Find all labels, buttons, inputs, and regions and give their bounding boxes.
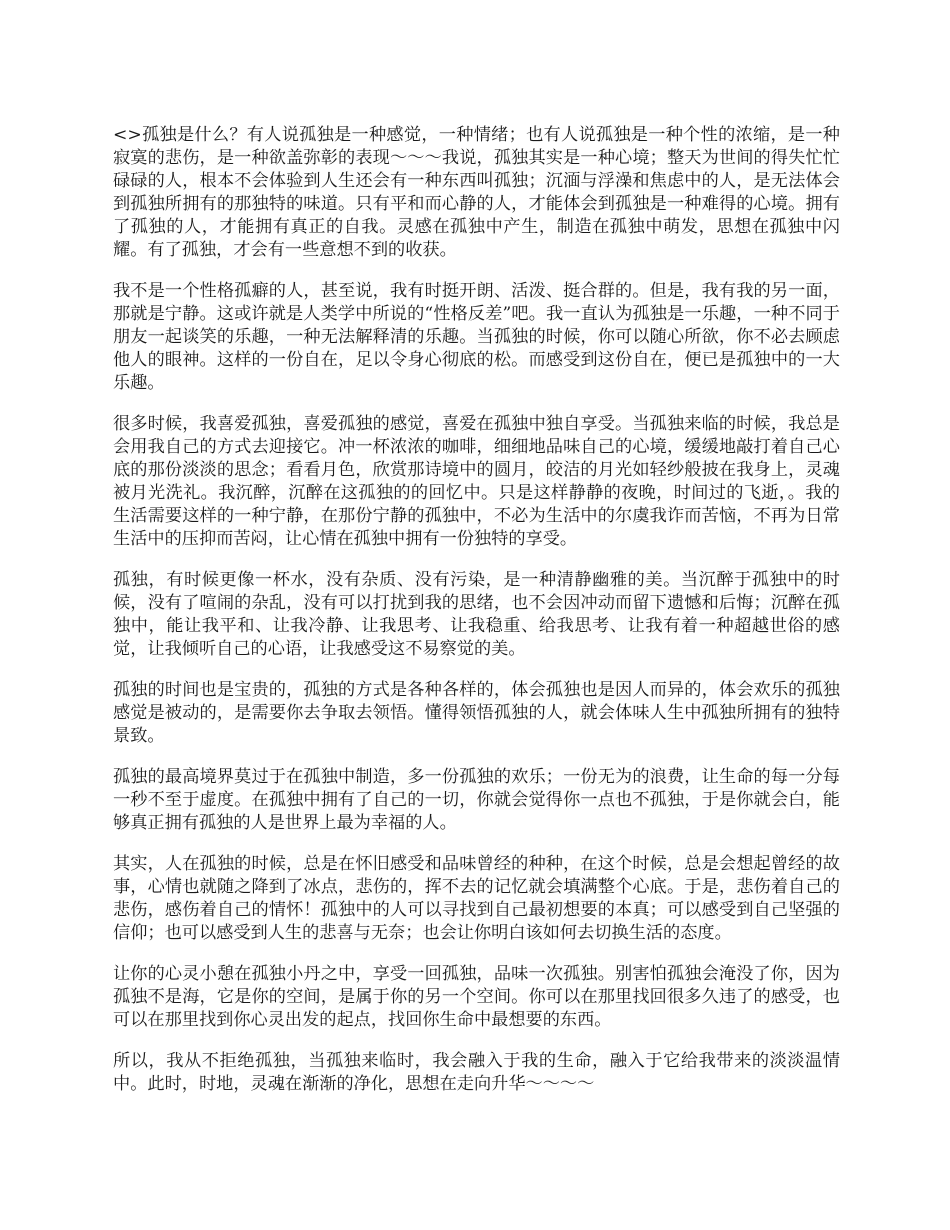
paragraph-9: 所以，我从不拒绝孤独，当孤独来临时，我会融入于我的生命，融入于它给我带来的淡淡温情中。此时，时地，灵魂在渐渐的净化，思想在走向升华～～～～ [113,1051,840,1094]
paragraph-1: <>孤独是什么？有人说孤独是一种感觉，一种情绪；也有人说孤独是一种个性的浓缩，是一种寂寞的悲伤，是一种欲盖弥彰的表现～～～我说，孤独其实是一种心境；整天为世间的得失忙忙碌碌的人，根本不会体验到人生还会有一种东西叫孤独；沉湎与浮澡和焦虑中的人，是无法体会到孤独所拥有的那独特的味道。只有平和而心静的人，才能体会到孤独是一种难得的心境。拥有了孤独的人，才能拥有真正的自我。灵感在孤独中产生，制造在孤独中萌发，思想在孤独中闪耀。有了孤独，才会有一些意想不到的收获。 [113,125,840,260]
paragraph-2: 我不是一个性格孤癖的人，甚至说，我有时挺开朗、活泼、挺合群的。但是，我有我的另一面，那就是宁静。这或许就是人类学中所说的“性格反差”吧。我一直认为孤独是一乐趣，一种不同于朋友一起谈笑的乐趣，一种无法解释清的乐趣。当孤独的时候，你可以随心所欲，你不必去顾虑他人的眼神。这样的一份自在，足以令身心彻底的松。而感受到这份自在，便已是孤独中的一大乐趣。 [113,281,840,393]
paragraph-7: 其实，人在孤独的时候，总是在怀旧感受和品味曾经的种种，在这个时候，总是会想起曾经的故事，心情也就随之降到了冰点，悲伤的，挥不去的记忆就会填满整个心底。于是，悲伤着自己的悲伤，感伤着自己的情怀！孤独中的人可以寻找到自己最初想要的本真；可以感受到自己坚强的信仰；也可以感受到人生的悲喜与无奈；也会让你明白该如何去切换生活的态度。 [113,854,840,943]
paragraph-6: 孤独的最高境界莫过于在孤独中制造，多一份孤独的欢乐；一份无为的浪费，让生命的每一分每一秒不至于虚度。在孤独中拥有了自己的一切，你就会觉得你一点也不孤独，于是你就会白，能够真正拥有孤独的人是世界上最为幸福的人。 [113,767,840,833]
document-body [113,124,840,1114]
paragraph-8: 让你的心灵小憩在孤独小丹之中，享受一回孤独，品味一次孤独。别害怕孤独会淹没了你，因为孤独不是海，它是你的空间，是属于你的另一个空间。你可以在那里找回很多久违了的感受，也可以在那里找到你心灵出发的起点，找回你生命中最想要的东西。 [113,964,840,1030]
paragraph-5: 孤独的时间也是宝贵的，孤独的方式是各种各样的，体会孤独也是因人而异的，体会欢乐的孤独感觉是被动的，是需要你去争取去领悟。懂得领悟孤独的人，就会体味人生中孤独所拥有的独特景致。 [113,680,840,746]
paragraph-3: 很多时候，我喜爱孤独，喜爱孤独的感觉，喜爱在孤独中独自享受。当孤独来临的时候，我总是会用我自己的方式去迎接它。冲一杯浓浓的咖啡，细细地品味自己的心境，缓缓地敲打着自己心底的那份淡淡的思念；看看月色，欣赏那诗境中的圆月，皎洁的月光如轻纱般披在我身上，灵魂被月光洗礼。我沉醉，沉醉在这孤独的的回忆中。只是这样静静的夜晚，时间过的飞逝，。我的生活需要这样的一种宁静，在那份宁静的孤独中，不必为生活中的尔虞我诈而苦恼，不再为日常生活中的压抑而苦闷，让心情在孤独中拥有一份独特的享受。 [113,414,840,549]
paragraph-4: 孤独，有时候更像一杯水，没有杂质、没有污染，是一种清静幽雅的美。当沉醉于孤独中的时候，没有了喧闹的杂乱，没有可以打扰到我的思绪，也不会因冲动而留下遗憾和后悔；沉醉在孤独中，能让我平和、让我冷静、让我思考、让我稳重、给我思考、让我有着一种超越世俗的感觉，让我倾听自己的心语，让我感受这不易察觉的美。 [113,570,840,659]
